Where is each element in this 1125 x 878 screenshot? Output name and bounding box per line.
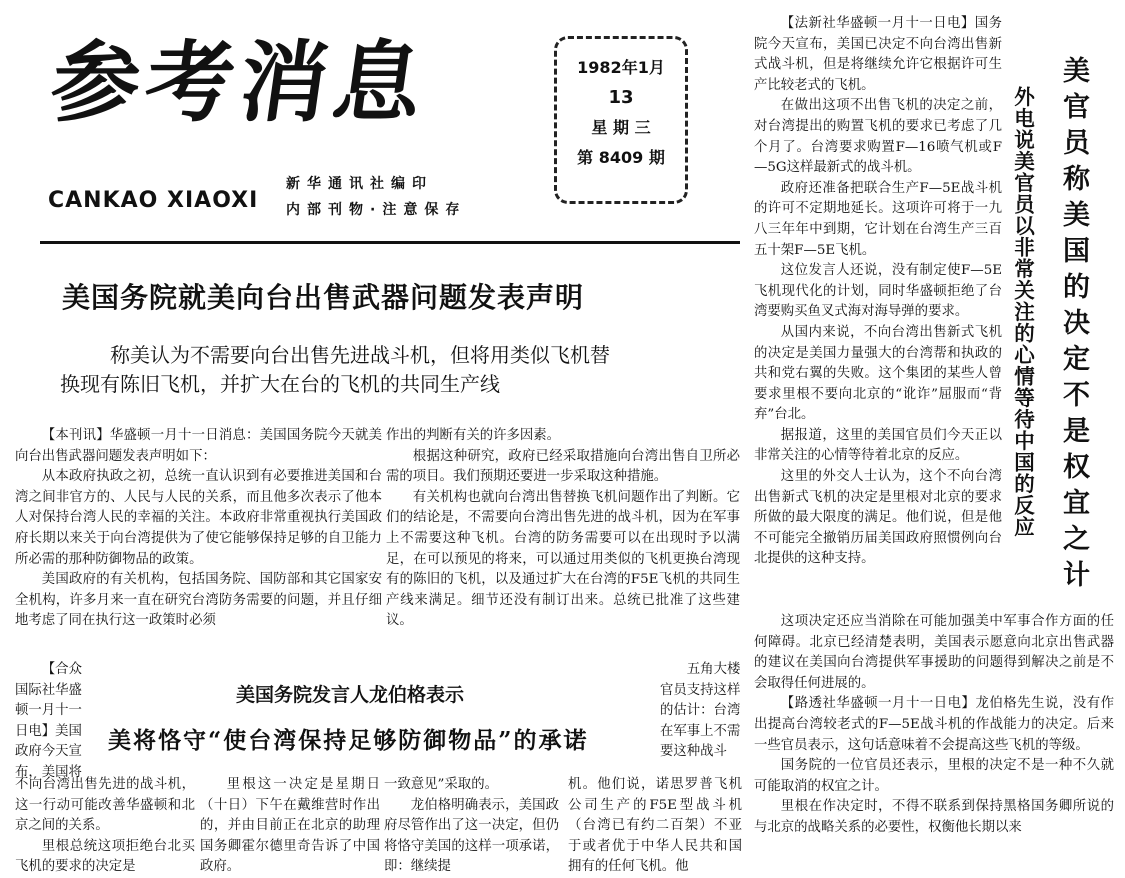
paragraph: 五角大楼官员支持这样的估计：台湾在军事上不需要这种战斗	[660, 662, 741, 760]
lower-left-narrow-column	[15, 660, 94, 784]
main-column-1	[15, 426, 382, 632]
issue-date: 1982年1月	[577, 58, 665, 77]
right-article-upper-text	[754, 14, 1002, 570]
paragraph: 龙伯格明确表示，美国政府尽管作出了这一决定，但仍将恪守美国的这样一项承诺，即：继续提	[384, 797, 559, 875]
issue-number: 第 8409 期	[577, 148, 665, 167]
paragraph: 从国内来说，不向台湾出售新式飞机的决定是美国力量强大的台湾帮和执政的共和党右翼的失败。这个集团的某些人曾要求里根不要向北京的“讹诈”屈服而“背弃”台北。	[754, 324, 1002, 423]
paragraph: 从本政府执政之初，总统一直认识到有必要推进美国和台湾之间非官方的、人民与人民的关系，而且他多次表示了他本人对保持台湾人民的幸福的关注。本政府非常重视执行美国政府长期以来关于向台湾提供为了使它能够保持足够的自卫能力所必需的那种防御物品的政策。	[15, 469, 382, 567]
paragraph: 据报道，这里的美国官员们今天正以非常关注的心情等待着北京的反应。	[754, 427, 1002, 464]
paragraph: 这项决定还应当消除在可能加强美中军事合作方面的任何障碍。北京已经清楚表明，美国表示愿意向北京出售武器的建议在美国向台湾提供军事援助的问题得到解决之前是不会取得任何进展的。	[754, 614, 1114, 691]
paragraph: 政府还准备把联合生产F—5E战斗机的许可不定期地延长。这项许可将于一九八三年年中到期，它计划在台湾生产三百五十架F—5E飞机。	[754, 180, 1002, 258]
masthead-rule	[40, 241, 740, 244]
paragraph: 不向台湾出售先进的战斗机，这一行动可能改善华盛顿和北京之间的关系。	[15, 777, 195, 834]
paragraph: 作出的判断有关的许多因素。	[386, 428, 561, 443]
issue-day: 13	[608, 87, 634, 108]
paragraph: 里根这一决定是星期日（十日）下午在戴维营时作出的，并由目前正在北京的助理国务卿霍尔德里奇告诉了中国政府。	[200, 777, 380, 875]
paragraph: 【法新社华盛顿一月十一日电】国务院今天宣布，美国已决定不向台湾出售新式战斗机，但是将继续允许它根据许可生产比较老式的飞机。	[754, 16, 1002, 93]
lower-column-2	[200, 775, 380, 878]
paragraph: 这位发言人还说，没有制定使F—5E飞机现代化的计划，同时华盛顿拒绝了台湾要购买鱼叉式海对海导弹的要求。	[754, 263, 1002, 320]
paragraph: 根据这种研究，政府已经采取措施向台湾出售自卫所必需的项目。我们预期还要进一步采取这种措施。	[386, 448, 740, 485]
paragraph: 里根在作决定时，不得不联系到保持黑格国务卿所说的与北京的战略关系的必要性，权衡他长期以来	[754, 799, 1114, 835]
lower-column-3	[384, 775, 559, 878]
main-column-2	[386, 426, 740, 632]
lower-column-4	[568, 775, 742, 878]
main-subhead-line-2: 换现有陈旧飞机，并扩大在台的飞机的共同生产线	[60, 372, 500, 396]
publisher-line-2: 内部刊物·注意保存	[286, 202, 467, 218]
lower-box-subhead: 美将恪守“使台湾保持足够防御物品”的承诺	[108, 727, 589, 754]
paragraph: 一致意见”采取的。	[384, 777, 498, 792]
paragraph: 【路透社华盛顿一月十一日电】龙伯格先生说，没有作出提高台湾较老式的F—5E战斗机的作战能力的决定。后来一些官员表示，这句话意味着不会提高这些飞机的等级。	[754, 696, 1114, 753]
issue-weekday: 星 期 三	[591, 118, 651, 137]
paragraph: 【本刊讯】华盛顿一月十一日消息：美国国务院今天就美向台出售武器问题发表声明如下：	[15, 428, 382, 464]
lower-right-narrow-column	[660, 660, 742, 763]
lower-column-1	[15, 775, 195, 878]
paragraph: 有关机构也就向台湾出售替换飞机问题作出了判断。它们的结论是，不需要向台湾出售先进的战斗机，因为在军事上不需要这种飞机。台湾的防务需要可以在出现时予以满足，在可以预见的将来，可以通过用类似的飞机更换台湾现有的陈旧的飞机，以及通过扩大在台湾的F5E飞机的共同生产线来满足。细节还没有制订出来。总统已批准了这些建议。	[386, 489, 740, 629]
right-headline-main: 美官员称美国的决定不是权宜之计	[1058, 56, 1089, 596]
paragraph: 在做出这项不出售飞机的决定之前，对台湾提出的购置飞机的要求已考虑了几个月了。台湾要求购置F—16喷气机或F—5G这样最新式的战斗机。	[754, 98, 1002, 176]
masthead-title: 参考消息	[44, 30, 436, 134]
right-headline-secondary: 外电说美官员以非常关注的心情等待中国的反应	[1010, 86, 1035, 538]
paragraph: 国务院的一位官员还表示，里根的决定不是一种不久就可能取消的权宜之计。	[754, 758, 1114, 794]
publisher-line-1: 新华通讯社编印	[286, 176, 433, 192]
main-subhead-line-1: 称美认为不需要向台出售先进战斗机，但将用类似飞机替	[110, 343, 610, 367]
paragraph: 这里的外交人士认为，这个不向台湾出售新式飞机的决定是里根对北京的要求所做的最大限度的满足。他们说，但是他不可能完全撤销历届美国政府照惯例向台北提供的这种支持。	[754, 469, 1002, 567]
main-headline: 美国务院就美向台出售武器问题发表声明	[62, 281, 585, 314]
lower-box-title: 美国务院发言人龙伯格表示	[236, 684, 465, 706]
paragraph: 【合众国际社华盛顿一月十一日电】美国政府今天宣布，美国将	[15, 662, 82, 780]
masthead-latin: CANKAO XIAOXI	[48, 188, 259, 213]
paragraph: 机。他们说，诺思罗普飞机公司生产的F5E型战斗机（台湾已有约二百架）不亚于或者优于中华人民共和国拥有的任何飞机。他	[568, 777, 742, 875]
right-article-lower-text	[754, 612, 1114, 839]
paragraph: 里根总统这项拒绝台北买飞机的要求的决定是	[15, 838, 195, 875]
paragraph: 美国政府的有关机构，包括国务院、国防部和其它国家安全机构，许多月来一直在研究台湾防务需要的问题，并且仔细地考虑了同在执行这一政策时必须	[15, 572, 382, 629]
date-box	[554, 36, 688, 204]
